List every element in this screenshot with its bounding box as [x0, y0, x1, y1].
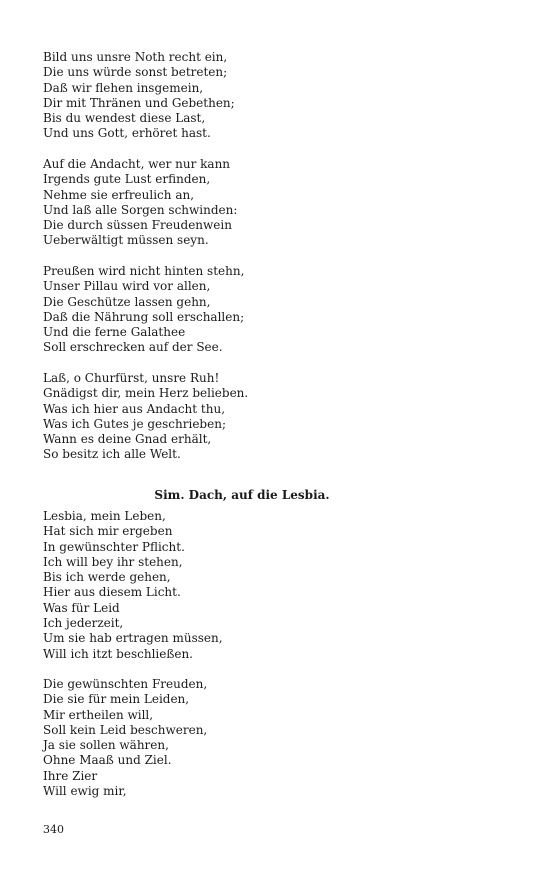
verse-line: Hat sich mir ergeben — [43, 524, 173, 539]
verse-line: Gnädigst dir, mein Herz belieben. — [43, 386, 249, 401]
verse-line: Hier aus diesem Licht. — [43, 585, 181, 600]
verse-line: Die Geschütze lassen gehn, — [43, 294, 211, 309]
verse-line: Ja sie sollen währen, — [43, 738, 169, 753]
verse-line: Soll kein Leid beschweren, — [43, 722, 208, 737]
verse-line: Und uns Gott, erhöret hast. — [43, 126, 211, 141]
stanza-4 — [43, 371, 248, 463]
verse-line: Lesbia, mein Leben, — [43, 509, 166, 523]
verse-line: Die durch süssen Freudenwein — [43, 218, 232, 233]
verse-line: Um sie hab ertragen müssen, — [43, 631, 223, 646]
verse-line: Was ich Gutes je geschrieben; — [43, 416, 226, 431]
stanza-1 — [43, 50, 235, 142]
verse-line: Was für Leid — [43, 600, 120, 615]
verse-line: Mir ertheilen will, — [43, 707, 154, 722]
verse-line: Ohne Maaß und Ziel. — [43, 753, 172, 768]
verse-line: Dir mit Thränen und Gebethen; — [43, 95, 235, 110]
verse-line: Die gewünschten Freuden, — [43, 677, 208, 691]
stanza-5 — [43, 509, 223, 662]
verse-line: Und laß alle Sorgen schwinden: — [43, 202, 238, 217]
verse-line: Ich jederzeit, — [43, 616, 124, 631]
poem-title: Sim. Dach, auf die Lesbia. — [154, 488, 330, 502]
verse-line: Die uns würde sonst betreten; — [43, 65, 228, 80]
verse-line: Daß wir flehen insgemein, — [43, 80, 204, 95]
verse-line: Bild uns unsre Noth recht ein, — [43, 50, 228, 64]
verse-line: Auf die Andacht, wer nur kann — [43, 157, 231, 171]
verse-line: Will ich itzt beschließen. — [43, 646, 193, 661]
verse-line: Soll erschrecken auf der See. — [43, 340, 223, 355]
page-number: 340 — [43, 823, 64, 836]
verse-line: Ueberwältigt müssen seyn. — [43, 233, 209, 248]
verse-line: In gewünschter Pflicht. — [43, 539, 185, 554]
verse-line: Bis du wendest diese Last, — [43, 111, 206, 126]
verse-line: Preußen wird nicht hinten stehn, — [43, 264, 245, 278]
verse-line: Daß die Nährung soll erschallen; — [43, 309, 245, 324]
verse-line: Die sie für mein Leiden, — [43, 692, 190, 707]
verse-line: So besitz ich alle Welt. — [43, 447, 181, 462]
verse-line: Unser Pillau wird vor allen, — [43, 279, 211, 294]
verse-line: Irgends gute Lust erfinden, — [43, 172, 211, 187]
verse-line: Ich will bey ihr stehen, — [43, 554, 183, 569]
verse-line: Bis ich werde gehen, — [43, 570, 171, 585]
verse-line: Wann es deine Gnad erhält, — [43, 432, 212, 447]
verse-line: Laß, o Churfürst, unsre Ruh! — [43, 371, 220, 385]
verse-line: Und die ferne Galathee — [43, 325, 186, 340]
stanza-6 — [43, 677, 207, 799]
verse-line: Will ewig mir, — [43, 784, 127, 799]
verse-line: Nehme sie erfreulich an, — [43, 187, 195, 202]
verse-line: Ihre Zier — [43, 768, 98, 783]
stanza-2 — [43, 157, 237, 249]
verse-line: Was ich hier aus Andacht thu, — [43, 401, 226, 416]
stanza-3 — [43, 264, 244, 356]
